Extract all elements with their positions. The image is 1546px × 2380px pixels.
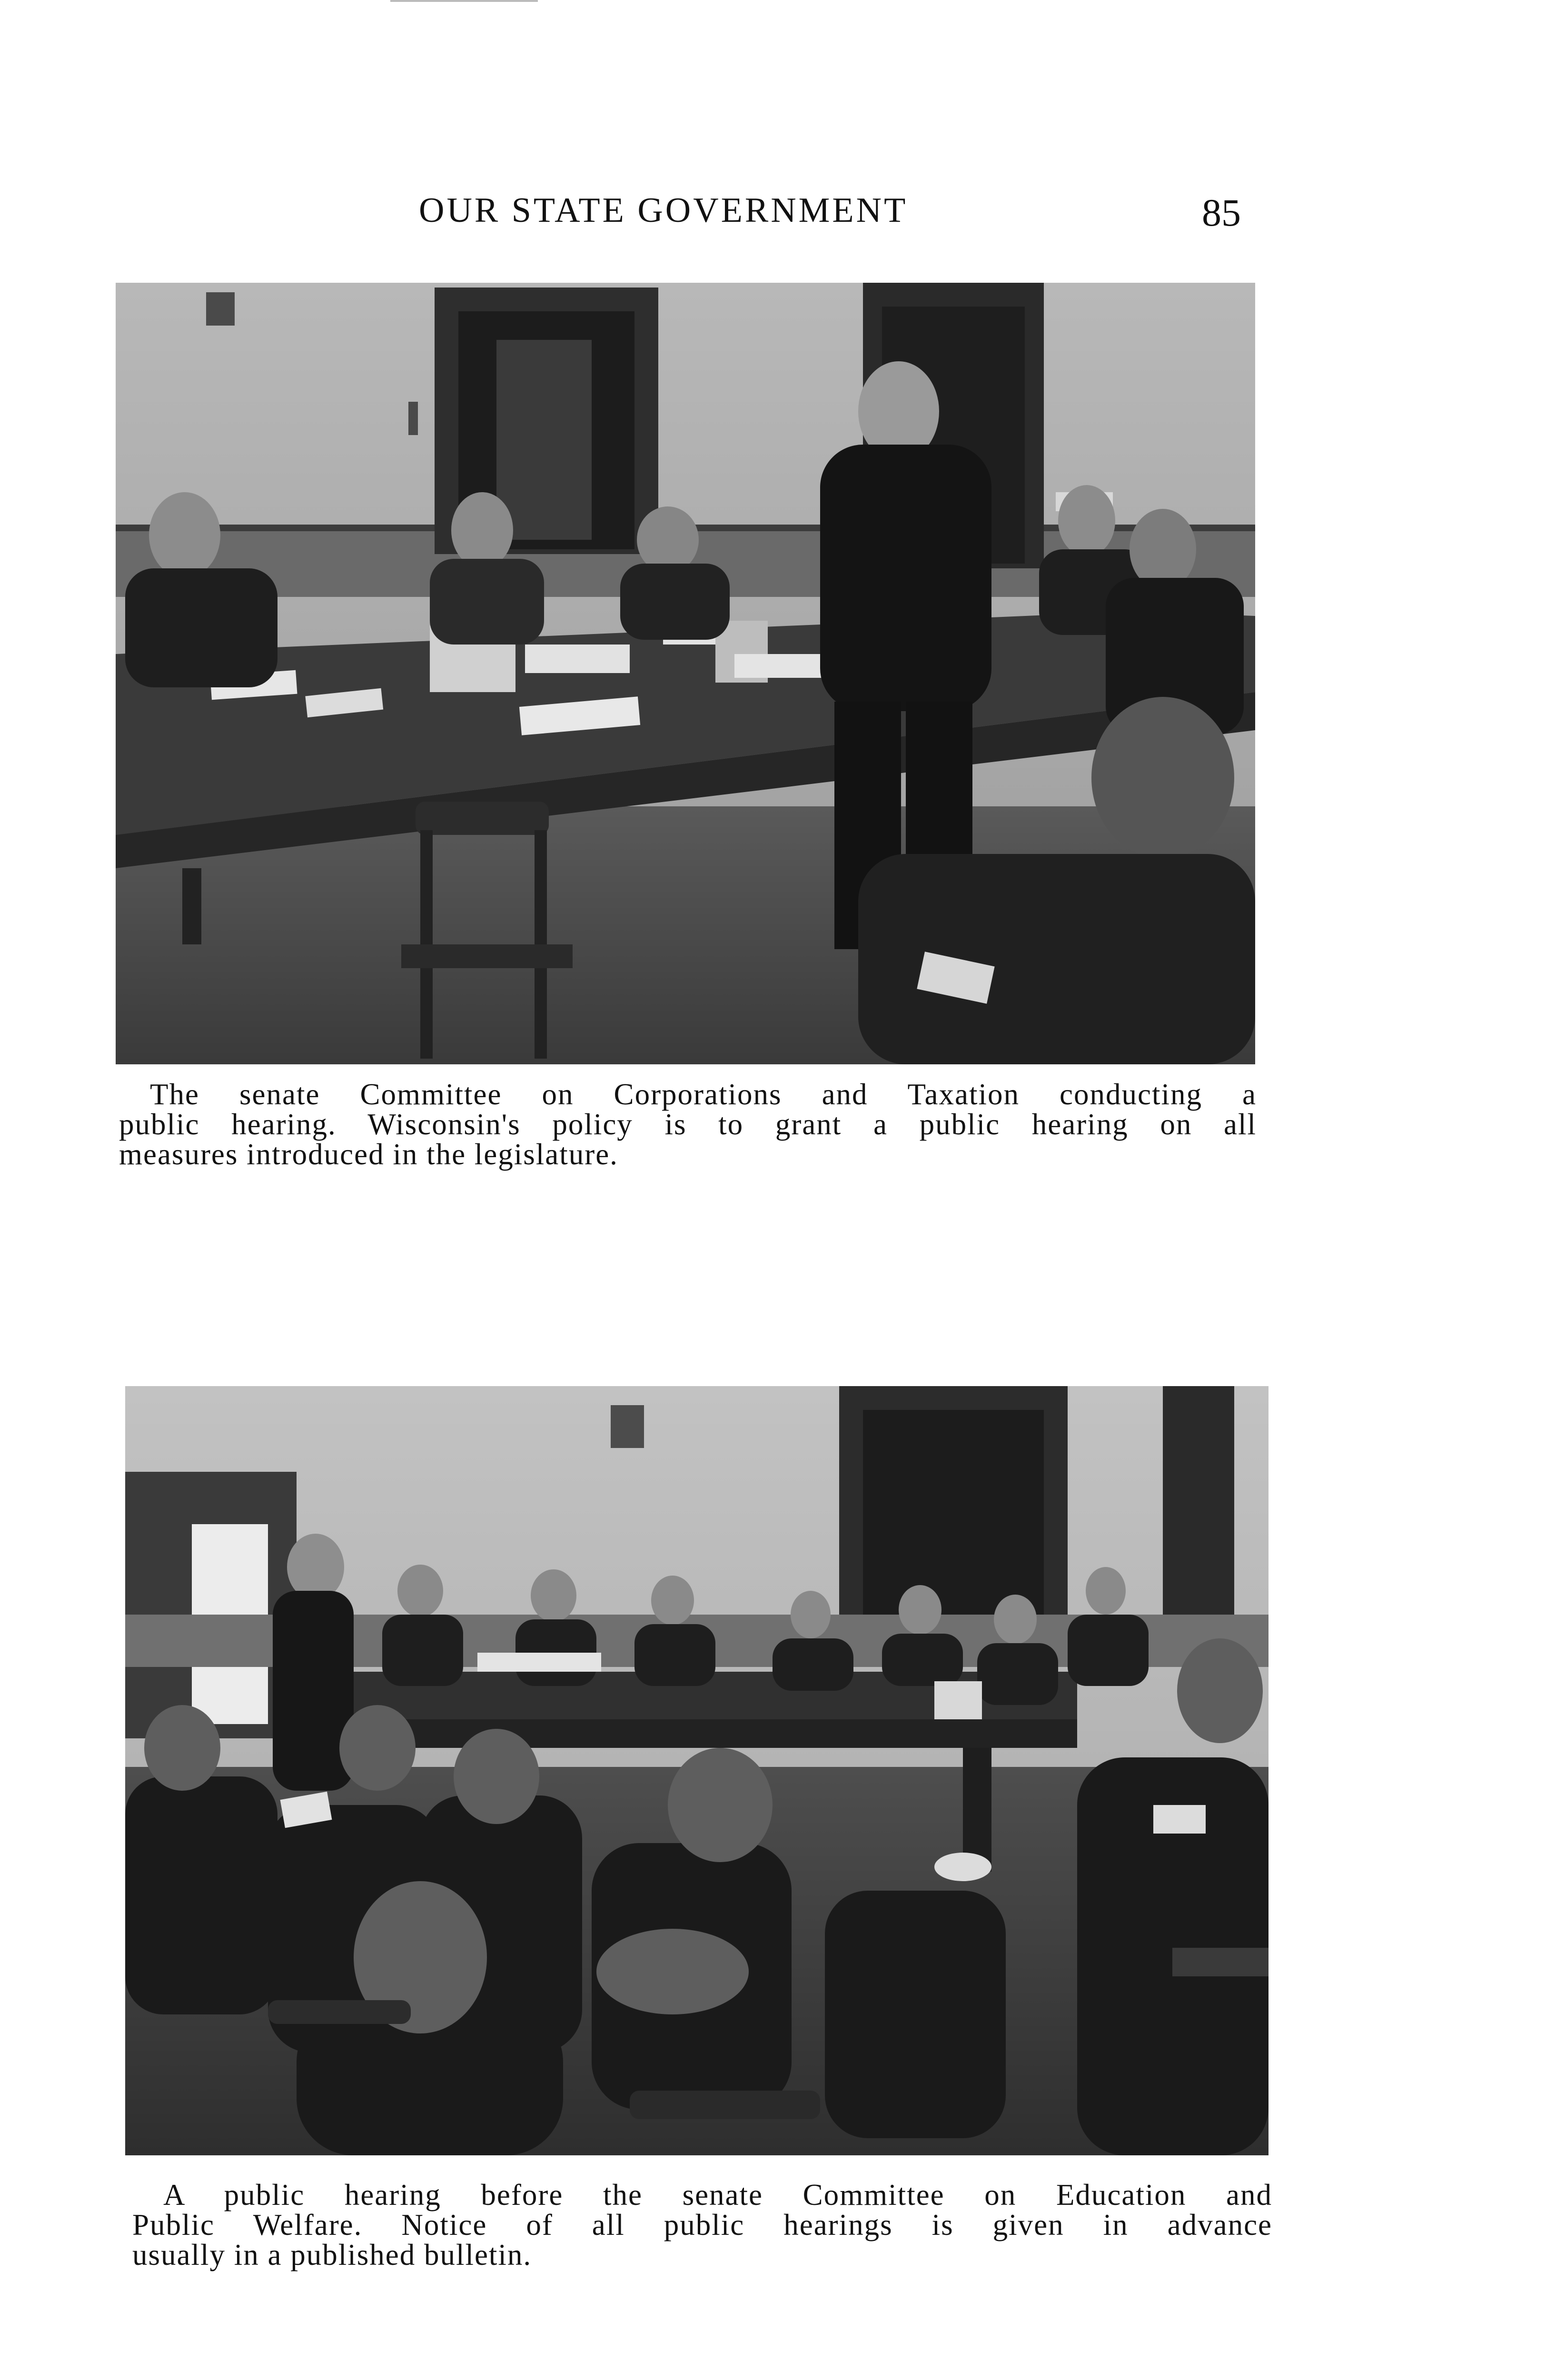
photo-illustration [125, 1386, 1269, 2155]
figure-caption-top [119, 1080, 1257, 1170]
page-number: 85 [1202, 191, 1241, 234]
scan-artifact-rule [390, 0, 538, 2]
photo-senate-committee-corporations [116, 283, 1255, 1064]
caption-line: Public Welfare. Notice of all public hearings is given in advance [132, 2208, 1272, 2241]
photo-senate-committee-education [125, 1386, 1269, 2155]
caption-line: usually in a published bulletin. [132, 2238, 532, 2271]
caption-line: A public hearing before the senate Committee on Education and [163, 2178, 1272, 2211]
caption-line: public hearing. Wisconsin's policy is to grant a public hearing on all [119, 1108, 1257, 1141]
running-title: OUR STATE GOVERNMENT [419, 191, 908, 230]
caption-line: The senate Committee on Corporations and Taxation conducting a [150, 1078, 1257, 1111]
running-head [0, 190, 1546, 238]
photo-illustration [116, 283, 1255, 1064]
figure-caption-bottom [132, 2180, 1272, 2270]
caption-line: measures introduced in the legislature. [119, 1138, 618, 1171]
